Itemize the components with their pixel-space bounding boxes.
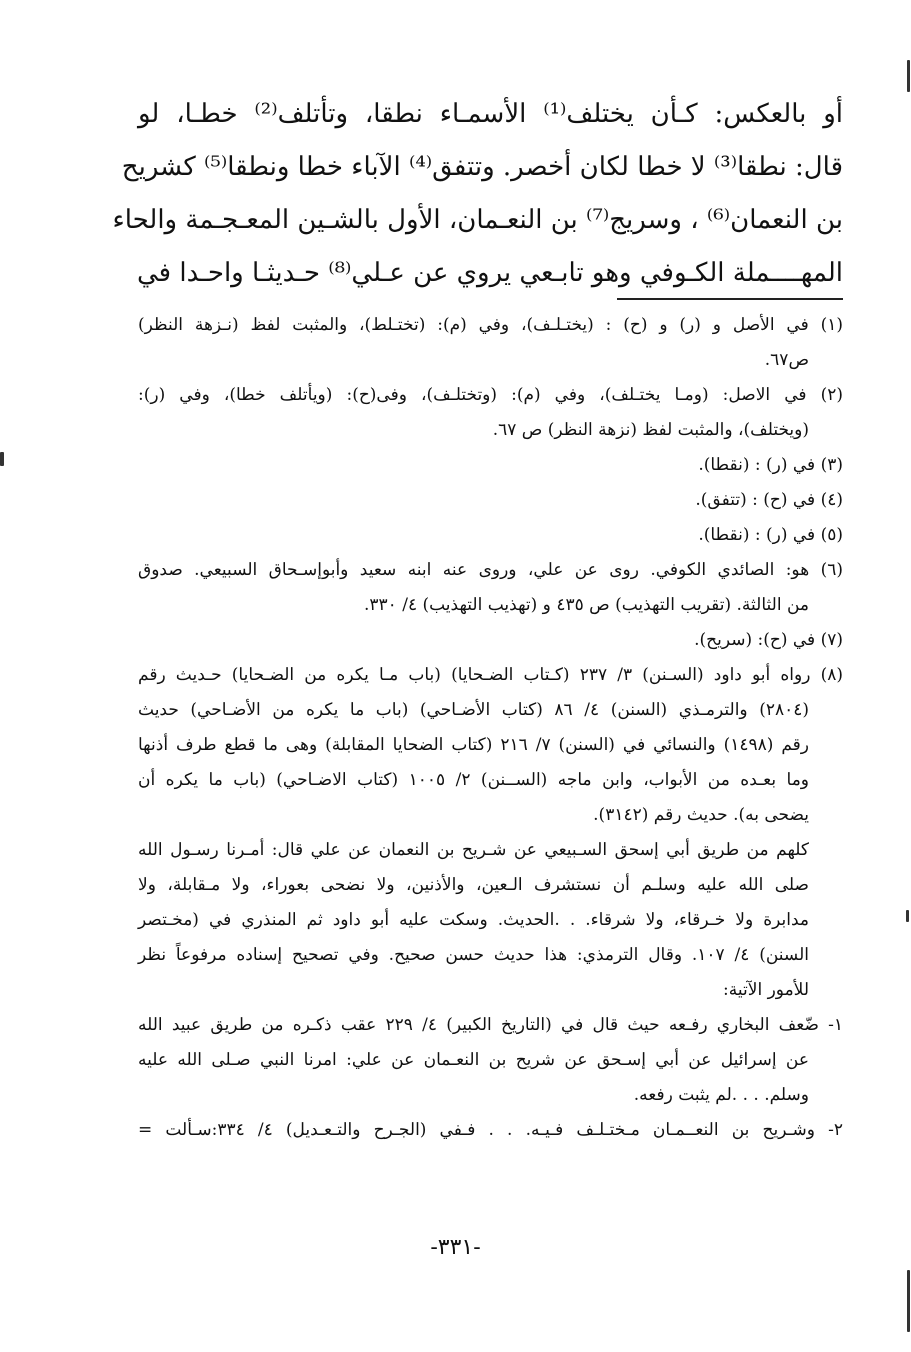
- scan-edge-mark: [907, 60, 910, 92]
- main-text-line: المهــــملة الكـوفي وهو تابـعي يروي عن عـلي⁽⁸⁾ حـديثـا واحـدا في: [137, 258, 843, 288]
- footnote-separator: [617, 298, 843, 300]
- main-text-line: قال: نطقا⁽³⁾ لا خطا لكان أخصر. وتتفق⁽⁴⁾ الآباء خطا ونطقا⁽⁵⁾ كشريح: [121, 152, 843, 182]
- footnote-line: مدابرة ولا خـرقاء، ولا شرقاء. . .الحديث. وسكت عليه أبو داود ثم المنذري في (مخـتصر: [138, 910, 809, 930]
- footnote-4: [138, 483, 843, 518]
- footnote-line: وما بعـده من الأبواب، وابن ماجه (الســنن) ٢/ ١٠٠٥ (كتاب الاضـاحي) (باب ما يكره أن: [138, 770, 810, 790]
- footnote-5: [138, 518, 843, 553]
- footnote-line: ص٦٧.: [764, 350, 809, 370]
- footnote-1: [138, 308, 843, 378]
- footnote-3: [138, 448, 843, 483]
- footnote-line: السنن) ٤/ ١٠٧. وقال الترمذي: هذا حديث حسن صحيح. وفي تصحيح إسناده مرفوعاً نظر: [138, 945, 809, 965]
- page-number: -٣٣١-: [430, 1235, 481, 1260]
- scan-edge-mark: [0, 452, 4, 466]
- footnote-line: (٢) في الاصل: (ومـا يختـلف)، وفي (م): (وتختلـف)، وفى(ح): (ويأتلف خطا)، وفي (ر):: [138, 385, 843, 405]
- footnote-line: يضحى به). حديث رقم (٣١٤٢).: [593, 805, 809, 825]
- footnote-line: (٨) رواه أبو داود (السـنن) ٣/ ٢٣٧ (كـتاب الضـحايا) (باب مـا يكره من الضـحايا) حـديث رقم: [138, 665, 843, 685]
- scan-edge-mark: [906, 910, 909, 922]
- footnotes: [138, 308, 843, 1148]
- footnote-line: ١- ضّعف البخاري رفـعه حيث قال في (التاريخ الكبير) ٤/ ٢٢٩ عقب ذكـره من طريق عبيد الله: [138, 1015, 843, 1035]
- footnote-line: (٤) في (ح) : (تتفق).: [695, 490, 843, 510]
- footnote-line: (٦) هو: الصائدي الكوفي. روى عن علي، وروى عنه ابنه سعيد وأبوإسـحاق السبيعي. صدوق: [138, 560, 843, 580]
- footnote-8: [138, 658, 843, 1008]
- footnote-6: [138, 553, 843, 623]
- footnote-line: (١) في الأصل و (ر) و (ح) : (يختـلـف)، وفي (م): (تختـلط)، والمثبت لفظ (نـزهة النظر): [138, 315, 843, 335]
- footnote-7: [138, 623, 843, 658]
- footnote-line: (٣) في (ر) : (نقطا).: [698, 455, 843, 475]
- footnote-line: رقم (١٤٩٨) والنسائي في (السنن) ٧/ ٢١٦ (كتاب الضحايا المقابلة) وهى ما قطع طرف أذنها: [138, 735, 810, 755]
- footnote-2: [138, 378, 843, 448]
- scan-edge-mark: [907, 1270, 910, 1332]
- footnote-line: كلهم من طريق أبي إسحق السـبيعي عن شـريح بن النعمان عن علي قال: أمـرنا رسـول الله: [138, 840, 809, 860]
- footnote-8-point-2: [138, 1113, 843, 1148]
- footnote-line: (٧) في (ح): (سريح).: [694, 630, 843, 650]
- main-text-line: أو بالعكس: كـأن يختلف⁽¹⁾ الأسمـاء نطقا، وتأتلف⁽²⁾ خطـا، لو: [138, 99, 844, 129]
- footnote-line: (٥) في (ر) : (نقطا).: [698, 525, 843, 545]
- footnote-line: وسلم. . . .لم يثبت رفعه.: [633, 1085, 809, 1105]
- footnote-line: للأمور الآتية:: [723, 980, 809, 1000]
- footnote-line: (٢٨٠٤) والترمـذي (السنن) ٤/ ٨٦ (كتاب الأضـاحي) (باب ما يكره من الأضـاحي) حديث: [138, 700, 810, 720]
- main-text: [112, 88, 844, 300]
- main-text-line: بن النعمان⁽⁶⁾ ، وسريج⁽⁷⁾ بن النعـمان، الأول بالشـين المعـجـمة والحاء: [112, 205, 843, 235]
- footnote-line: (ويختلف)، والمثبت لفظ (نزهة النظر) ص ٦٧.: [492, 420, 809, 440]
- footnote-line: ٢- وشـريح بن النعــمـان مـختـلـف فـيـه. . . فـفي (الجـرح والتـعـديل) ٤/ ٣٣٤:سـألت =: [138, 1120, 844, 1140]
- footnote-line: صلى الله عليه وسلـم أن نستشرف الـعين، والأذنين، ولا نضحى بعوراء، ولا مـقابلة، ولا: [138, 875, 809, 895]
- footnote-8-point-1: [138, 1008, 843, 1113]
- footnote-line: من الثالثة. (تقريب التهذيب) ص ٤٣٥ و (تهذيب التهذيب) ٤/ ٣٣٠.: [363, 595, 809, 615]
- footnote-line: عن إسرائيل عن أبي إسـحق عن شريح بن النعـمان عن علي: امرنا النبي صـلى الله عليه: [138, 1050, 809, 1070]
